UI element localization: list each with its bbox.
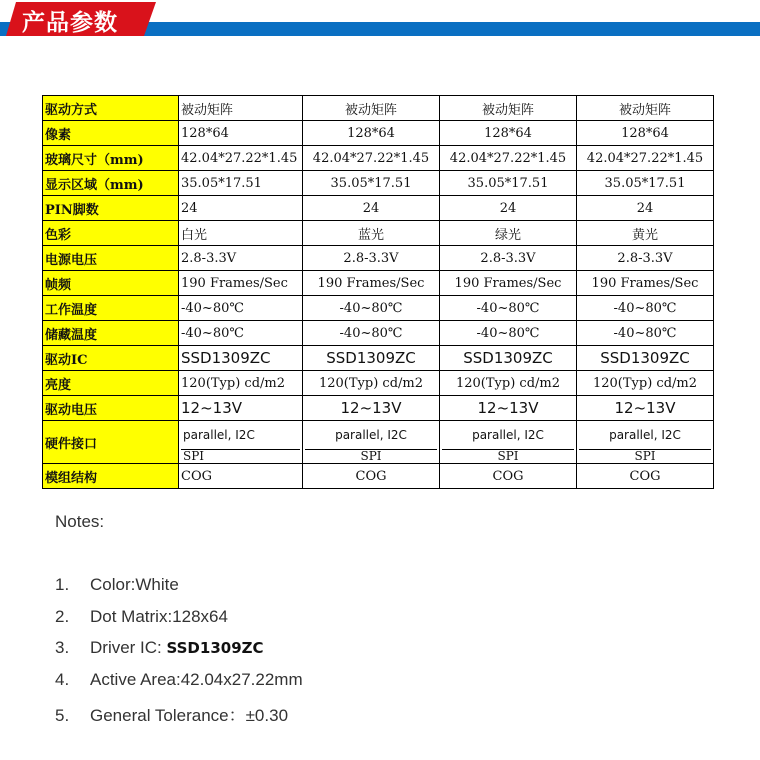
spec-value: COG [577, 464, 714, 489]
spec-label: 帧频 [43, 271, 179, 296]
spec-value: 24 [440, 196, 577, 221]
spec-value: 白光 [179, 221, 303, 246]
spec-value: 128*64 [303, 121, 440, 146]
spec-value: 120(Typ) cd/m2 [303, 371, 440, 396]
note-item [55, 575, 179, 595]
spec-label: 像素 [43, 121, 179, 146]
spec-value: 128*64 [179, 121, 303, 146]
spec-label: 玻璃尺寸（mm) [43, 146, 179, 171]
spec-value: 被动矩阵 [303, 96, 440, 121]
spec-row [43, 146, 714, 171]
interface-secondary: SPI [497, 449, 519, 463]
interface-secondary: SPI [634, 449, 656, 463]
note-text: Driver IC: [90, 638, 167, 657]
spec-value [179, 421, 303, 464]
spec-label: 硬件接口 [43, 421, 179, 464]
spec-value: 黄光 [577, 221, 714, 246]
spec-label: 色彩 [43, 221, 179, 246]
spec-value [440, 421, 577, 464]
interface-primary: parallel, I2C [305, 421, 437, 450]
spec-label: 显示区域（mm) [43, 171, 179, 196]
spec-value: 190 Frames/Sec [303, 271, 440, 296]
spec-value: 190 Frames/Sec [440, 271, 577, 296]
note-number: 1. [55, 575, 70, 594]
spec-value: 42.04*27.22*1.45 [303, 146, 440, 171]
spec-value: 24 [577, 196, 714, 221]
spec-value: -40~80℃ [303, 321, 440, 346]
spec-value: SSD1309ZC [179, 346, 303, 371]
header-banner [0, 0, 760, 40]
spec-value: -40~80℃ [577, 296, 714, 321]
note-text: Dot Matrix:128x64 [90, 606, 228, 626]
spec-value: 24 [179, 196, 303, 221]
interface-primary: parallel, I2C [579, 421, 711, 450]
interface-primary: parallel, I2C [181, 421, 300, 450]
spec-value: SSD1309ZC [303, 346, 440, 371]
spec-value: 被动矩阵 [179, 96, 303, 121]
note-item [55, 638, 264, 658]
note-item [55, 607, 228, 627]
spec-value: 12~13V [179, 396, 303, 421]
spec-value: 42.04*27.22*1.45 [577, 146, 714, 171]
spec-value: 128*64 [577, 121, 714, 146]
note-text: General Tolerance：±0.30 [90, 706, 289, 725]
spec-value: 190 Frames/Sec [179, 271, 303, 296]
spec-label: 驱动方式 [43, 96, 179, 121]
spec-value: 120(Typ) cd/m2 [577, 371, 714, 396]
note-text: Active Area:42.04x27.22mm [90, 669, 303, 689]
spec-value: -40~80℃ [303, 296, 440, 321]
note-item [55, 701, 288, 726]
spec-row [43, 321, 714, 346]
note-number: 5. [55, 706, 70, 725]
spec-label: 驱动IC [43, 346, 179, 371]
interface-secondary: SPI [360, 449, 382, 463]
interface-secondary: SPI [183, 449, 205, 463]
note-number: 3. [55, 638, 70, 657]
spec-label: 电源电压 [43, 246, 179, 271]
note-item [55, 670, 303, 690]
spec-row [43, 421, 714, 464]
spec-value: 120(Typ) cd/m2 [179, 371, 303, 396]
spec-value: 2.8-3.3V [303, 246, 440, 271]
spec-row [43, 296, 714, 321]
spec-value: COG [303, 464, 440, 489]
spec-value [577, 421, 714, 464]
note-number: 4. [55, 669, 70, 689]
spec-row [43, 464, 714, 489]
spec-value: 12~13V [440, 396, 577, 421]
spec-value: 2.8-3.3V [440, 246, 577, 271]
spec-value: 42.04*27.22*1.45 [440, 146, 577, 171]
note-text: Color:White [90, 575, 179, 594]
spec-row [43, 121, 714, 146]
spec-value: -40~80℃ [179, 296, 303, 321]
spec-value: 绿光 [440, 221, 577, 246]
spec-value: 蓝光 [303, 221, 440, 246]
spec-row [43, 221, 714, 246]
spec-value: -40~80℃ [179, 321, 303, 346]
spec-value: 被动矩阵 [577, 96, 714, 121]
spec-value: 35.05*17.51 [179, 171, 303, 196]
page-title: 产品参数 [22, 10, 118, 36]
spec-value: 2.8-3.3V [179, 246, 303, 271]
spec-label: PIN脚数 [43, 196, 179, 221]
spec-row [43, 246, 714, 271]
spec-row [43, 271, 714, 296]
spec-value: 2.8-3.3V [577, 246, 714, 271]
spec-value: 128*64 [440, 121, 577, 146]
spec-value: -40~80℃ [440, 296, 577, 321]
spec-value: 12~13V [303, 396, 440, 421]
spec-value: COG [440, 464, 577, 489]
spec-value: 24 [303, 196, 440, 221]
spec-label: 亮度 [43, 371, 179, 396]
spec-row [43, 196, 714, 221]
spec-value: 被动矩阵 [440, 96, 577, 121]
spec-row [43, 371, 714, 396]
spec-row [43, 171, 714, 196]
spec-value: COG [179, 464, 303, 489]
spec-value: 190 Frames/Sec [577, 271, 714, 296]
spec-value: 12~13V [577, 396, 714, 421]
spec-label: 工作温度 [43, 296, 179, 321]
spec-label: 储藏温度 [43, 321, 179, 346]
spec-value: -40~80℃ [577, 321, 714, 346]
spec-label: 模组结构 [43, 464, 179, 489]
spec-value: 35.05*17.51 [303, 171, 440, 196]
note-emphasis: SSD1309ZC [166, 639, 264, 657]
spec-value: -40~80℃ [440, 321, 577, 346]
spec-row [43, 396, 714, 421]
spec-table [42, 95, 714, 489]
interface-primary: parallel, I2C [442, 421, 574, 450]
spec-value: 35.05*17.51 [440, 171, 577, 196]
note-number: 2. [55, 606, 70, 626]
notes-title: Notes: [55, 512, 105, 531]
spec-value: SSD1309ZC [440, 346, 577, 371]
spec-value [303, 421, 440, 464]
spec-value: 120(Typ) cd/m2 [440, 371, 577, 396]
spec-row [43, 346, 714, 371]
spec-value: SSD1309ZC [577, 346, 714, 371]
spec-row [43, 96, 714, 121]
spec-label: 驱动电压 [43, 396, 179, 421]
spec-value: 42.04*27.22*1.45 [179, 146, 303, 171]
spec-value: 35.05*17.51 [577, 171, 714, 196]
